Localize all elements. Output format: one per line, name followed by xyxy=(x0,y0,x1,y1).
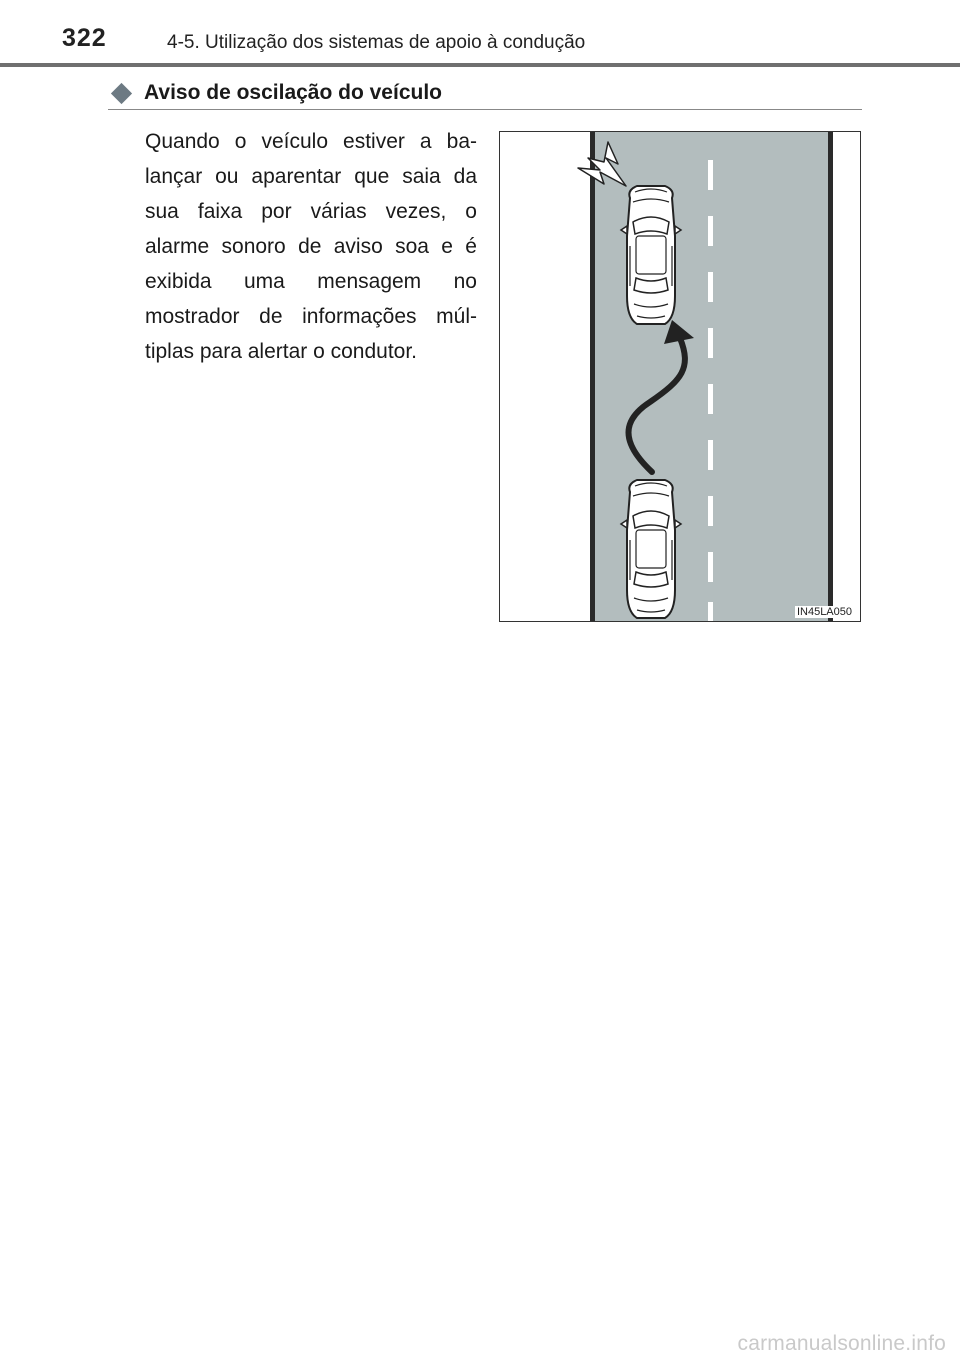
diamond-bullet-icon xyxy=(111,82,132,103)
body-paragraph: Quando o veículo estiver a balançar ou aparentar que saia da sua faixa por várias vezes, o alarme sonoro de aviso soa e é exibida uma mensagem no mostrador de informações múltiplas para alertar o condutor. xyxy=(145,130,477,363)
section-divider xyxy=(108,109,862,110)
section-title: Aviso de oscilação do veículo xyxy=(144,81,442,104)
car-bottom-icon xyxy=(621,480,681,618)
right-lane-line xyxy=(828,132,833,621)
road-illustration xyxy=(500,132,860,621)
car-top-icon xyxy=(621,186,681,324)
header-divider xyxy=(0,63,960,67)
section-heading xyxy=(108,78,862,108)
page-number: 322 xyxy=(62,24,107,52)
figure-code: IN45LA050 xyxy=(796,606,852,618)
footer-watermark: carmanualsonline.info xyxy=(737,1332,946,1355)
left-lane-line xyxy=(590,132,595,621)
chapter-title: 4-5. Utilização dos sistemas de apoio à condução xyxy=(167,32,586,53)
illustration-figure xyxy=(499,131,861,622)
